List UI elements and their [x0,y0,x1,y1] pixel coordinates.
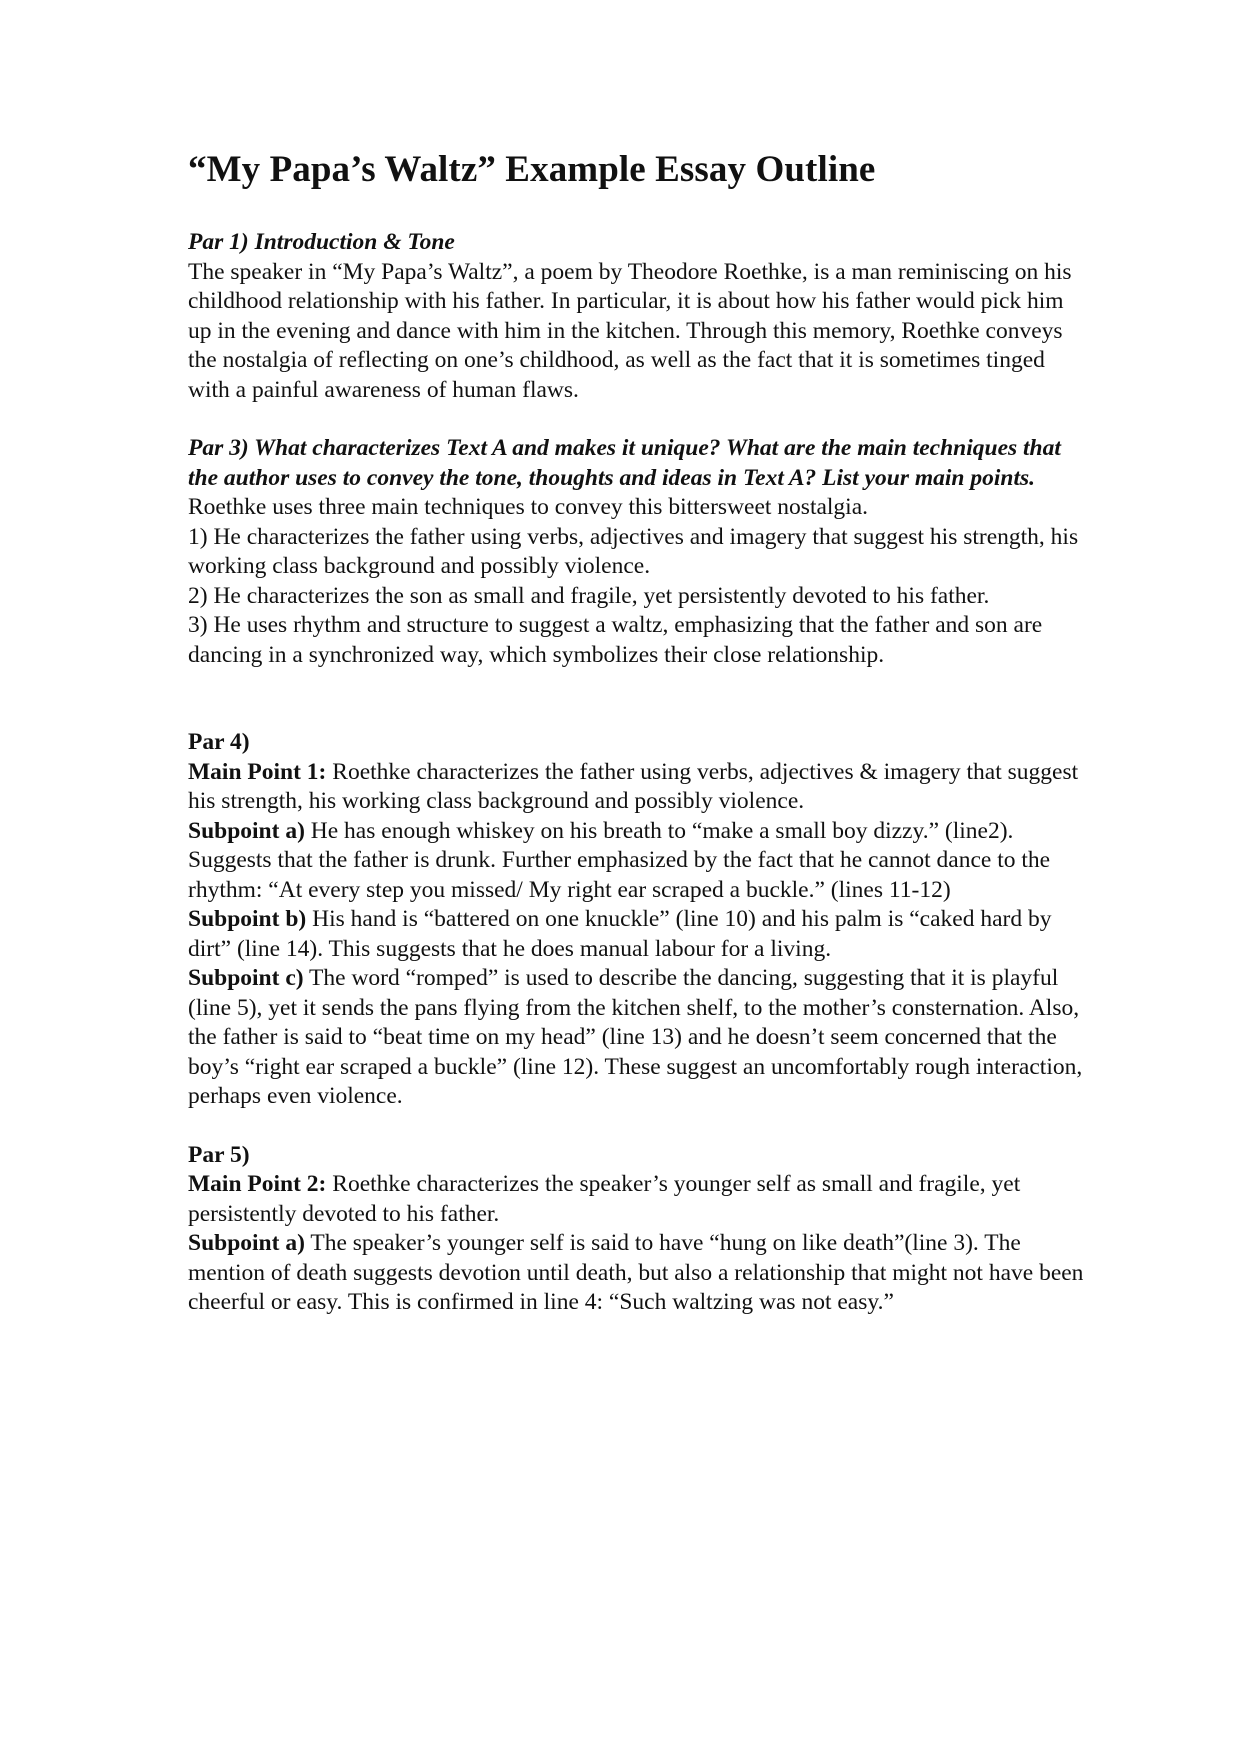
par4-main-point [188,758,1088,817]
par5-main-label: Main Point 2: [188,1171,327,1198]
document-page [188,148,1088,1318]
par5-subpoint-a-text: The speaker’s younger self is said to have “hung on like death”(line 3). The mention of death suggests devotion until death, but also a relationship that might not have been cheerful or easy. This is confirmed in line 4: “Such waltzing was not easy.” [188,1230,1084,1316]
par5-subpoint-a [188,1229,1088,1318]
par3-point-2: 2) He characterizes the son as small and fragile, yet persistently devoted to his father. [188,582,990,609]
par5-subpoint-a-label: Subpoint a) [188,1230,305,1257]
section-par3 [188,434,1088,670]
par4-subpoint-a-text: He has enough whiskey on his breath to “make a small boy dizzy.” (line2). Suggests that the father is drunk. Further emphasized by the fact that he cannot dance to the rhythm: “At every step you missed/ My right ear scraped a buckle.” (lines 11-12) [188,817,1051,903]
par4-subpoint-c-label: Subpoint c) [188,965,304,992]
par3-intro: Roethke uses three main techniques to convey this bittersweet nostalgia. [188,494,869,521]
par1-heading: Par 1) Introduction & Tone [188,229,455,256]
par4-subpoint-a-label: Subpoint a) [188,817,305,844]
par4-subpoint-c [188,964,1088,1112]
par1-body: The speaker in “My Papa’s Waltz”, a poem by Theodore Roethke, is a man reminiscing on his childhood relationship with his father. In particular, it is about how his father would pick him up in the evening and dance with him in the kitchen. Through this memory, Roethke conveys the nostalgia of reflecting on one’s childhood, as well as the fact that it is sometimes tinged with a painful awareness of human flaws. [188,258,1072,403]
section-par5 [188,1141,1088,1318]
par4-subpoint-b [188,905,1088,964]
par5-main-text: Roethke characterizes the speaker’s younger self as small and fragile, yet persistently devoted to his father. [188,1171,1021,1227]
par4-subpoint-b-label: Subpoint b) [188,906,307,933]
par4-heading: Par 4) [188,729,250,756]
section-par1 [188,228,1088,405]
document-title: “My Papa’s Waltz” Example Essay Outline [188,149,876,190]
par5-main-point [188,1170,1088,1229]
section-par4 [188,728,1088,1112]
par4-main-label: Main Point 1: [188,758,327,785]
par4-main-text: Roethke characterizes the father using verbs, adjectives & imagery that suggest his strength, his working class background and possibly violence. [188,758,1079,815]
par3-heading: Par 3) What characterizes Text A and makes it unique? What are the main techniques that the author uses to convey the tone, thoughts and ideas in Text A? List your main points. [188,435,1061,491]
par4-subpoint-b-text: His hand is “battered on one knuckle” (line 10) and his palm is “caked hard by dirt” (line 14). This suggests that he does manual labour for a living. [188,906,1052,962]
par5-heading: Par 5) [188,1141,250,1168]
par3-point-1: 1) He characterizes the father using verbs, adjectives and imagery that suggest his strength, his working class background and possibly violence. [188,523,1079,580]
par4-subpoint-c-text: The word “romped” is used to describe the dancing, suggesting that it is playful (line 5), yet it sends the pans flying from the kitchen shelf, to the mother’s consternation. Also, the father is said to “beat time on my head” (line 13) and he doesn’t seem concerned that the boy’s “right ear scraped a buckle” (line 12). These suggest an uncomfortably rough interaction, perhaps even violence. [188,965,1083,1110]
par3-point-3: 3) He uses rhythm and structure to suggest a waltz, emphasizing that the father and son are dancing in a synchronized way, which symbolizes their close relationship. [188,612,1043,668]
par4-subpoint-a [188,817,1088,906]
